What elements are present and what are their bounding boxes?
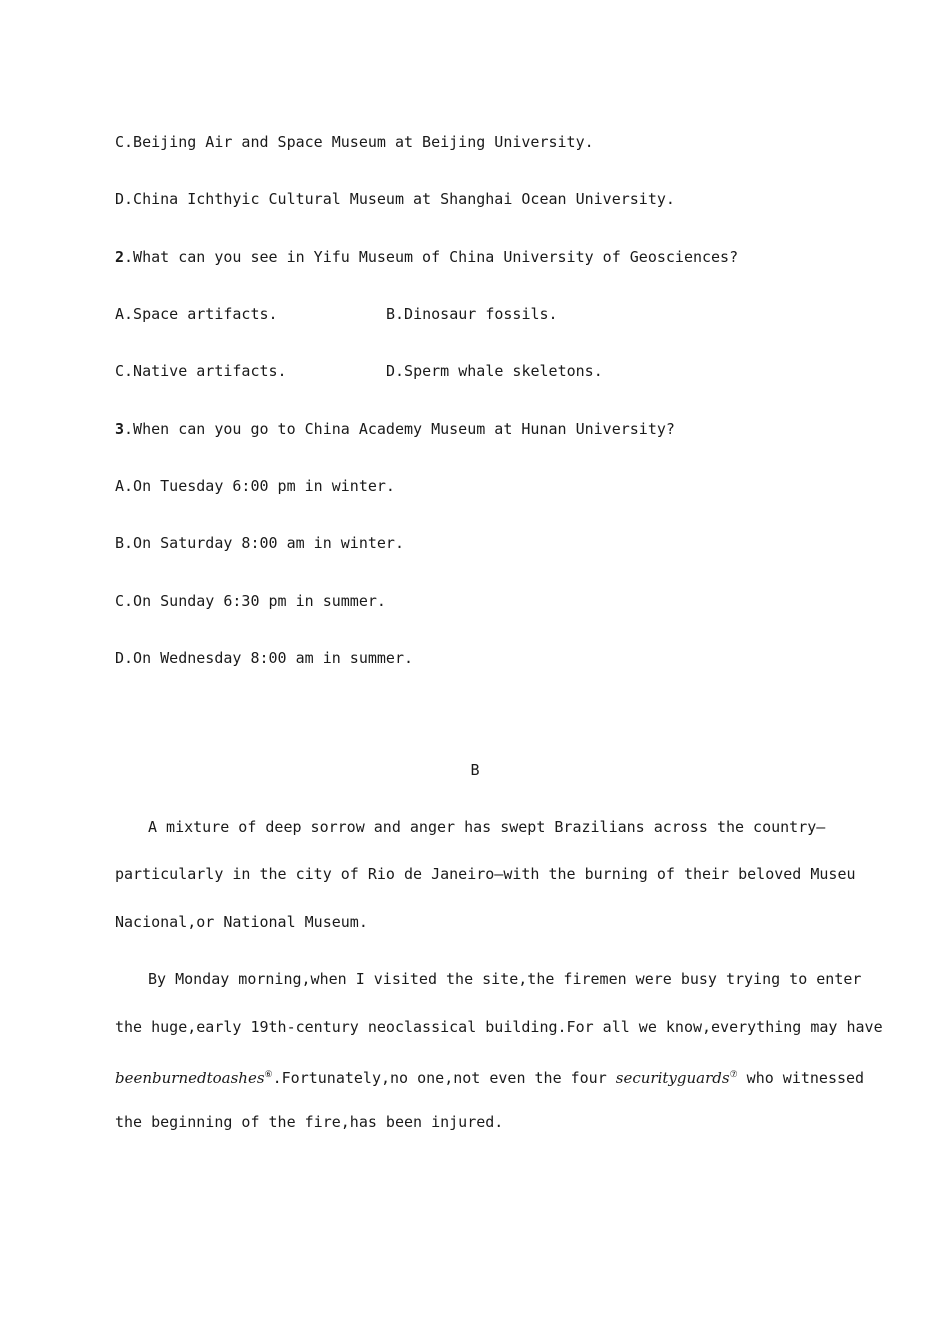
option-3d: D.On Wednesday 8:00 am in summer. bbox=[115, 649, 414, 667]
paragraph-2-line-1: By Monday morning,when I visited the site,the firemen were busy trying to enter bbox=[148, 970, 862, 988]
option-3c: C.On Sunday 6:30 pm in summer. bbox=[115, 592, 386, 610]
option-2b: B.Dinosaur fossils. bbox=[386, 305, 558, 323]
option-3b: B.On Saturday 8:00 am in winter. bbox=[115, 534, 404, 552]
footnote-marker-6: ⑥ bbox=[264, 1070, 273, 1080]
paragraph-2-line-4: the beginning of the fire,has been injured. bbox=[115, 1113, 504, 1131]
option-1c: C.Beijing Air and Space Museum at Beijing University. bbox=[115, 133, 594, 151]
paragraph-2-line-2: the huge,early 19th-century neoclassical building.For all we know,everything may have bbox=[115, 1018, 883, 1036]
paragraph-2-line-3 bbox=[115, 1065, 864, 1088]
question-3 bbox=[115, 419, 675, 439]
text-segment: who witnessed bbox=[737, 1069, 865, 1087]
option-3a: A.On Tuesday 6:00 pm in winter. bbox=[115, 477, 395, 495]
question-3-number: 3 bbox=[115, 420, 125, 438]
paragraph-1-line-1: A mixture of deep sorrow and anger has swept Brazilians across the country— bbox=[148, 818, 826, 836]
italic-phrase: securityguards bbox=[615, 1069, 730, 1087]
question-3-text: .When can you go to China Academy Museum at Hunan University? bbox=[124, 420, 675, 438]
paragraph-1-line-2: particularly in the city of Rio de Janeiro—with the burning of their beloved Museu bbox=[115, 865, 856, 883]
section-heading: B bbox=[470, 761, 480, 779]
option-2d: D.Sperm whale skeletons. bbox=[386, 362, 603, 380]
paragraph-1-line-3: Nacional,or National Museum. bbox=[115, 913, 368, 931]
question-2 bbox=[115, 247, 738, 267]
question-2-text: .What can you see in Yifu Museum of China University of Geosciences? bbox=[124, 248, 739, 266]
text-segment: .Fortunately,no one,not even the four bbox=[272, 1069, 616, 1087]
option-2c: C.Native artifacts. bbox=[115, 362, 287, 380]
footnote-marker-7: ⑦ bbox=[729, 1070, 738, 1080]
option-2a: A.Space artifacts. bbox=[115, 305, 278, 323]
option-1d: D.China Ichthyic Cultural Museum at Shanghai Ocean University. bbox=[115, 190, 675, 208]
question-2-number: 2 bbox=[115, 248, 125, 266]
italic-phrase: beenburnedtoashes bbox=[115, 1069, 265, 1087]
